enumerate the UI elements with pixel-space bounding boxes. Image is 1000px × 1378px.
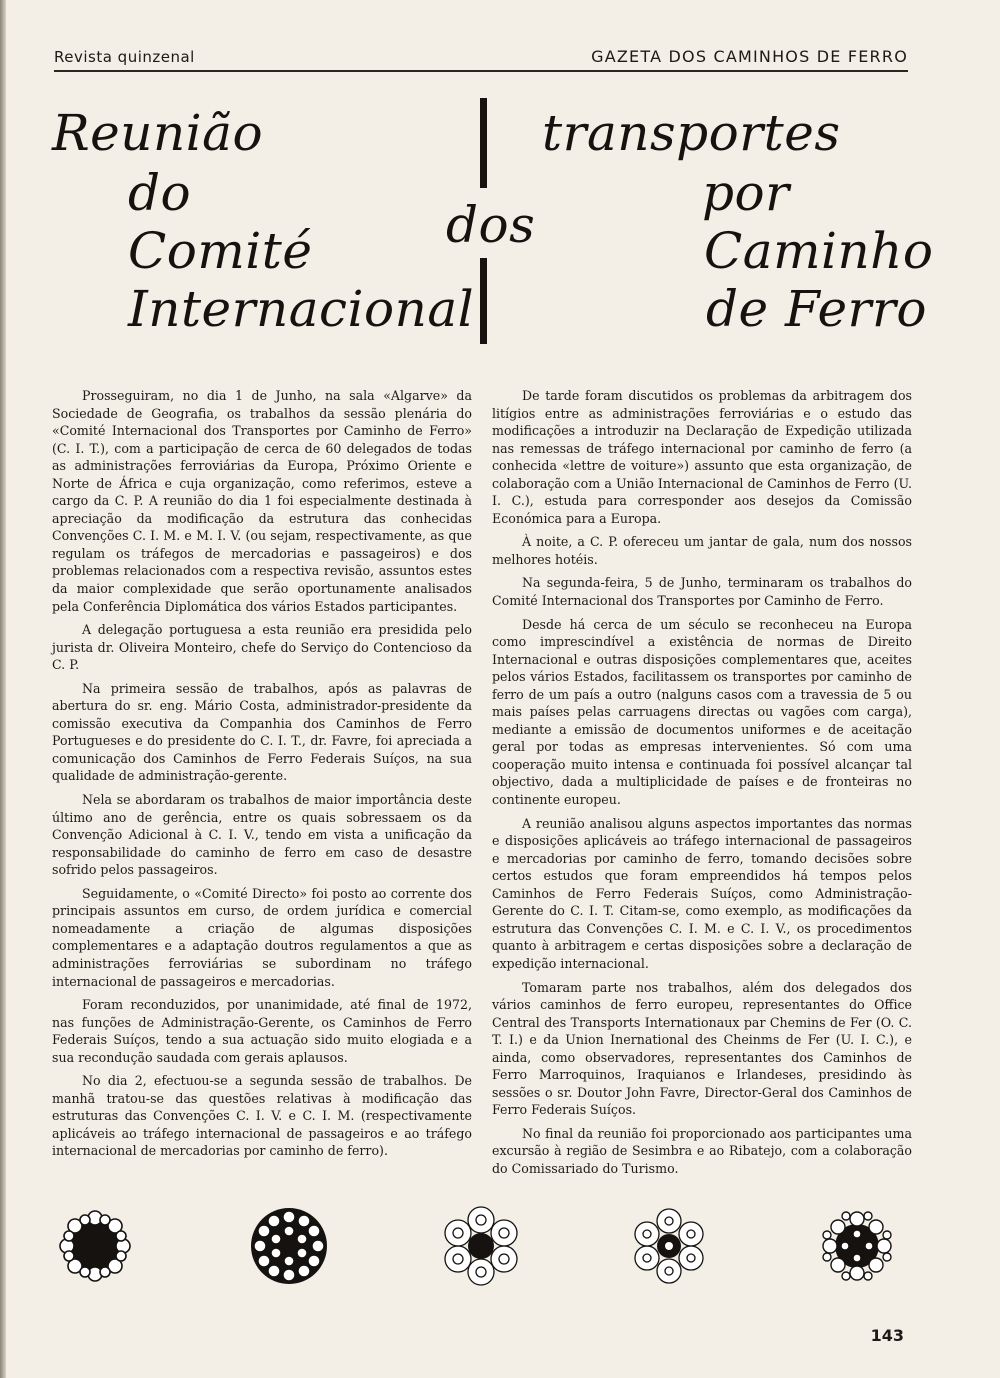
- paragraph: A delegação portuguesa a esta reunião era presidida pelo jurista dr. Oliveira Monteiro, chefe do Serviço do Contencioso da C. P.: [52, 622, 472, 673]
- paragraph: De tarde foram discutidos os problemas da arbitragem dos litígios entre as administrações ferroviárias e o estudo das modificações a introduzir na Declaração de Expedição utilizada nas remessas de tráfego internacional por caminho de ferro (a conhecida «lettre de voiture») assunto que esta organização, de colaboração com a União Internacional de Caminhos de Ferro (U. I. C.), estuda para corresponder aos desejos da Comissão Económica para a Europa.: [492, 388, 912, 526]
- wire-rope-cross-section-icon: [246, 1203, 332, 1289]
- paragraph: No dia 2, efectuou-se a segunda sessão de trabalhos. De manhã tratou-se das questões relativas à modificação das estruturas das Convenções C. I. V. e C. I. M. (respectivamente aplicáveis ao tráfego internacional de passageiros e ao tráfego internacional de mercadorias por caminho de ferro).: [52, 1073, 472, 1159]
- title-divider-top: [480, 98, 487, 188]
- page-number: 143: [870, 1326, 904, 1345]
- title-word-dos: dos: [446, 196, 536, 254]
- title-word-comite: Comité: [128, 222, 313, 280]
- header-left: Revista quinzenal: [54, 48, 195, 66]
- header-right: GAZETA DOS CAMINHOS DE FERRO: [591, 47, 908, 66]
- paragraph: Foram reconduzidos, por unanimidade, até final de 1972, nas funções de Administração-Gerente, os Caminhos de Ferro Federais Suíços, tendo a sua actuação sido muito elogiada e a sua recondução saudada com gerais aplausos.: [52, 997, 472, 1065]
- title-word-por: por: [702, 164, 790, 222]
- title-word-do: do: [128, 164, 192, 222]
- title-word-internacional: Internacional: [128, 280, 475, 338]
- paragraph: Desde há cerca de um século se reconheceu na Europa como imprescindível a existência de normas de Direito Internacional e outras disposições complementares que, aceites pelos vários Estados, facilitassem os transportes por caminho de ferro de um país a outro (nalguns casos com a travessia de 5 ou mais países pelas carruagens directas ou vagões com carga), mediante a emissão de documentos uniformes e de aceitação geral por todas as empresas intervenientes. Só com uma cooperação muito intensa e continuada foi possível alcançar tal objectivo, dada a multiplicidade de países e de fronteiras no continente europeu.: [492, 616, 912, 808]
- article-right-column: [492, 387, 912, 1184]
- wire-rope-cross-section-icon: [52, 1203, 138, 1289]
- paragraph: Na segunda-feira, 5 de Junho, terminaram os trabalhos do Comité Internacional dos Transportes por Caminho de Ferro.: [492, 575, 912, 609]
- title-word-reuniao: Reunião: [52, 104, 264, 162]
- paragraph: Seguidamente, o «Comité Directo» foi posto ao corrente dos principais assuntos em curso, de ordem jurídica e comercial nomeadamente a criação de algumas disposições complementares e a adaptação doutros regulamentos a que as administrações ferroviárias se subordinam no tráfego internacional de passageiros e mercadorias.: [52, 885, 472, 989]
- paragraph: A reunião analisou alguns aspectos importantes das normas e disposições aplicáveis ao tráfego internacional de passageiros e mercadorias por caminho de ferro, tomando decisões sobre certos estudos que foram empreendidos há tempos pelos Caminhos de Ferro Federais Suíços, como Administração-Gerente do C. I. T. Citam-se, como exemplo, as modificações da estrutura das Convenções C. I. M. e C. I. V., os procedimentos quanto à arbitragem e certas disposições sobre a declaração de expedição internacional.: [492, 815, 912, 971]
- paragraph: À noite, a C. P. ofereceu um jantar de gala, num dos nossos melhores hotéis.: [492, 534, 912, 567]
- running-header: [54, 44, 908, 72]
- wire-rope-cross-section-icon: [814, 1203, 900, 1289]
- wire-rope-cross-section-icon: [626, 1203, 712, 1289]
- wire-rope-cross-section-icon: [438, 1203, 524, 1289]
- title-divider-bottom: [480, 258, 487, 344]
- paragraph: No final da reunião foi proporcionado aos participantes uma excursão à região de Sesimbra e ao Ribatejo, com a colaboração do Comissariado do Turismo.: [492, 1125, 912, 1176]
- title-word-caminho: Caminho: [704, 222, 934, 280]
- title-word-de-ferro: de Ferro: [706, 280, 927, 338]
- ornament-row: [52, 1203, 908, 1289]
- paragraph: Na primeira sessão de trabalhos, após as palavras de abertura do sr. eng. Mário Costa, administrador-presidente da comissão executiva da Companhia dos Caminhos de Ferro Portugueses e do presidente do C. I. T., dr. Favre, foi apreciada a comunicação dos Caminhos de Ferro Federais Suíços, na sua qualidade de administração-gerente.: [52, 680, 472, 784]
- title-word-transportes: transportes: [542, 104, 841, 162]
- article-left-column: [52, 387, 472, 1166]
- paragraph: Prosseguiram, no dia 1 de Junho, na sala «Algarve» da Sociedade de Geografia, os trabalhos da sessão plenária do «Comité Internacional dos Transportes por Caminho de Ferro» (C. I. T.), com a participação de cerca de 60 delegados de todas as administrações ferroviárias da Europa, Próximo Oriente e Norte de África e cuja organização, como referimos, esteve a cargo da C. P. A reunião do dia 1 foi especialmente destinada à apreciação da modificação da estrutura das conhecidas Convenções C. I. M. e M. I. V. (ou sejam, respectivamente, as que regulam os tráfegos de mercadorias e passageiros) e dos problemas relacionados com a respectiva revisão, assuntos estes da maior complexidade que serão oportunamente analisados pela Conferência Diplomática dos vários Estados participantes.: [52, 388, 472, 614]
- page-edge: [0, 0, 6, 1378]
- paragraph: Tomaram parte nos trabalhos, além dos delegados dos vários caminhos de ferro europeu, representantes do Office Central des Transports Internationaux par Chemins de Fer (O. C. T. I.) e da Union Inernational des Cheinms de Fer (U. I. C.), e ainda, como observadores, representantes dos Caminhos de Ferro Marroquinos, Iraquianos e Irlandeses, presidindo às sessões o sr. Doutor John Favre, Director-Geral dos Caminhos de Ferro Federais Suíços.: [492, 979, 912, 1118]
- paragraph: Nela se abordaram os trabalhos de maior importância deste último ano de gerência, entre os quais sobressaem os da Convenção Adicional à C. I. V., tendo em vista a unificação da responsabilidade do caminho de ferro em caso de desastre sofrido pelos passageiros.: [52, 792, 472, 878]
